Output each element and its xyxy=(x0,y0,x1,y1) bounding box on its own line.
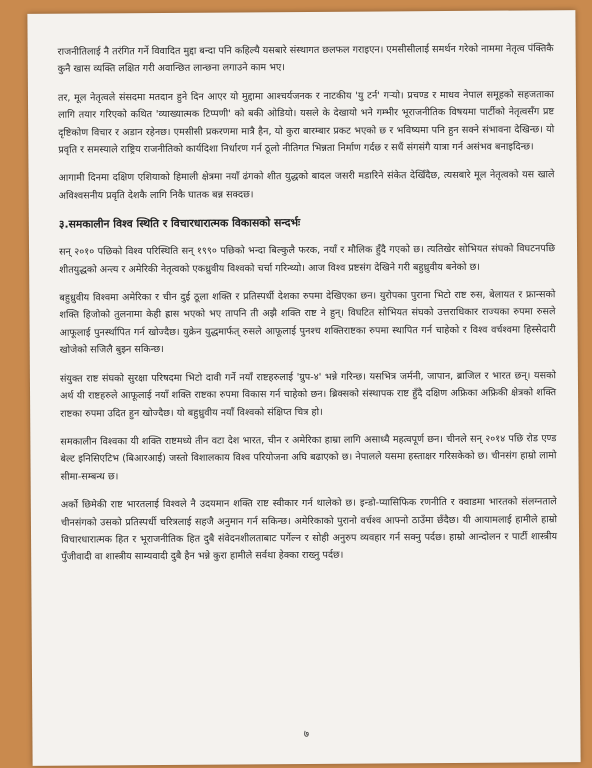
paragraph: संयुक्त राष्ट संघको सुरक्षा परिषदमा भिटो दावी गर्ने नयाँ राष्टहरुलाई 'ग्रुप-४' भन्ने गरिन्छ। यसभित्र जर्मनी, जापान, ब्राजिल र भारत छन्। यसको अर्थ यी राष्टहरुले आफूलाई नयाँ शक्ति राष्टका रुपमा विकास गर्न चाहेको छन। ब्रिक्सको संस्थापक राष्ट हुँदै दक्षिण अफ्रिका अफ्रिकी क्षेत्रको शक्ति राष्टका रुपमा उदित हुन खोज्दैछ। यो बहुध्रुवीय नयाँ विश्वको संक्षिप्त चित्र हो। xyxy=(59,369,557,420)
paragraph: समकालीन विश्वका यी शक्ति राष्टमध्ये तीन वटा देश भारत, चीन र अमेरिका हाम्रा लागि असाध्यै महत्वपूर्ण छन। चीनले सन् २०१४ पछि रोड एण्ड बेल्ट इनिसिएटिभ (बिआरआई) जस्तो विशालकाय विश्व परियोजना अघि बढाएको छ। नेपालले यसमा हस्ताक्षर गरिसकेको छ। चीनसंग हाम्रो लामो सीमा-सम्बन्ध छ। xyxy=(60,433,557,483)
document-page xyxy=(27,10,580,766)
paragraph: राजनीतिलाई नै तरंगित गर्ने विवादित मुद्दा बन्दा पनि कहिल्यै यसबारे संस्थागत छलफल गराइएन। एमसीसीलाई समर्थन गरेको नाममा नेतृत्व पंक्तिकै कुनै खास व्यक्ति लक्षित गरी अवान्छित लान्छना लगाउने काम भए। xyxy=(57,43,554,76)
section-heading: ३.समकालीन विश्व स्थिति र विचारधारात्मक विकासको सन्दर्भः xyxy=(58,216,301,231)
paragraph: सन् २०१० पछिको विश्व परिस्थिति सन् १९९० पछिको भन्दा बिल्कुलै फरक, नयाँ र मौलिक हुँदै गएको छ। त्यतिखेर सोभियत संघको विघटनपछि शीतयुद्धको अन्त्य र अमेरिकी नेतृत्वको एकध्रुवीय विश्वको चर्चा गरिन्थ्यो। आज विश्व प्रष्टसंग देखिने गरी बहुध्रुवीय बनेको छ। xyxy=(59,243,556,276)
page-content xyxy=(58,40,558,577)
paragraph: आगामी दिनमा दक्षिण एशियाको हिमाली क्षेत्रमा नयाँ ढंगको शीत युद्धको बादल जसरी मडारिने संकेत देखिँदैछ, त्यसबारे मूल नेतृत्वको यस खाले अविश्वसनीय प्रवृति देशकै लागि निकै घातक बन्न सक्दछ। xyxy=(58,169,555,202)
paragraph: बहुध्रुवीय विश्वमा अमेरिका र चीन दुई ठूला शक्ति र प्रतिस्पर्धी देशका रुपमा देखिएका छन। युरोपका पुराना भिटो राष्ट रुस, बेलायत र फ्रान्सको शक्ति हिजोको तुलनामा केही ह्रास भएको भए तापनि ती अझै शक्ति राष्ट ने हुन्। विघटित सोभियत संघको उत्तराधिकार राज्यका रुपमा रुसले आफूलाई पुनर्स्थापित गर्न खोज्दैछ। युक्रेन युद्धमार्फत् रुसले आफूलाई पुनश्च शक्तिराष्टका रुपमा स्थापित गर्न चाहेको र विश्व वर्चश्वमा हिस्सेदारी खोजेको सजिलै बुझ्न सकिन्छ। xyxy=(59,289,556,356)
page-number: ७ xyxy=(303,728,310,741)
paragraph: अर्को छिमेकी राष्ट भारतलाई विश्वले नै उदयमान शक्ति राष्ट स्वीकार गर्न थालेको छ। इन्डो-प्यासिफिक रणनीति र क्वाडमा भारतको संलग्नताले चीनसंगको उसको प्रतिस्पर्धी चरित्रलाई सहजै अनुमान गर्न सकिन्छ। अमेरिकाको पुरानो वर्चश्व आफ्नो ठाउँमा छँदैछ। यी आयामलाई हामीले हाम्रो विचारधारात्मक हित र भूराजनीतिक हित दुबै संवेदनशीलताबाट पर्गेल्न र सोही अनुरुप व्यवहार गर्न सक्नु पर्दछ। हाम्रो आन्दोलन र पार्टी शास्त्रीय पुँजीवादी वा शास्त्रीय साम्यवादी दुबै हैन भन्ने कुरा हामीले सर्वथा हेक्का राख्नु पर्दछ। xyxy=(60,496,558,564)
paragraph: तर, मूल नेतृत्वले संसदमा मतदान हुने दिन आएर यो मुद्दामा आश्चर्यजनक र नाटकीय 'यु टर्न' गर्‍यो। प्रचण्ड र माधव नेपाल समूहको सहजताका लागि तयार गरिएको कथित 'व्याख्यात्मक टिप्पणी' को बकी ओडियो। यसले के देखायो भने गम्भीर भूराजनीतिक विषयमा पार्टीको नेतृत्वसँग प्रष्ट दृष्टिकोण विचार र अडान रहेनछ। एमसीसी प्रकरणमा मात्रै हैन, यो कुरा बारम्बार प्रकट भएको छ र भविष्यमा पनि हुन सक्ने संभावना देखिन्छ। यो प्रवृति र समस्याले राष्ट्रिय राजनीतिको कार्यदिशा निर्धारण गर्न ठूलो नीतिगत भिन्नता निर्माण गर्दछ र सधैं संगसंगै यात्रा गर्न असंभव बनाइदिन्छ। xyxy=(57,89,555,156)
